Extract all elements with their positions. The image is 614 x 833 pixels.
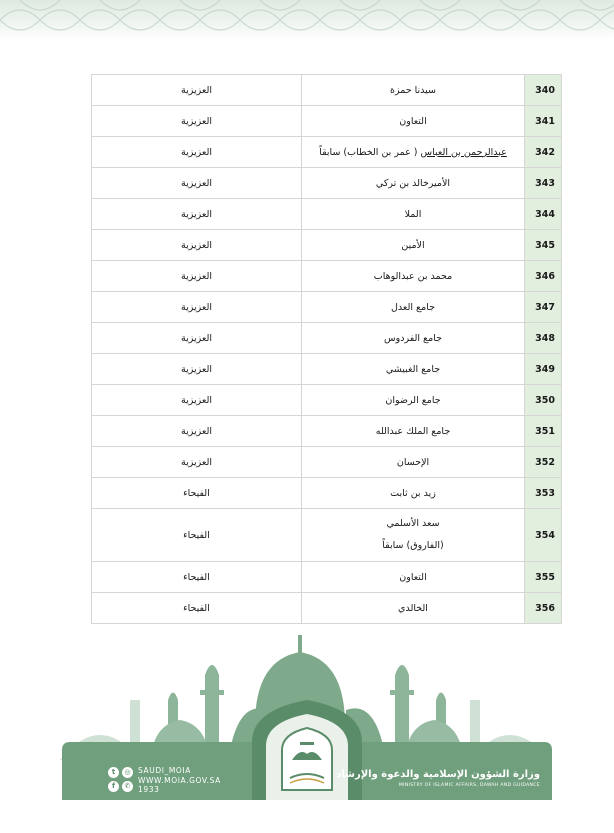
social-handle[interactable]: SAUDI_MOIA — [138, 766, 191, 775]
table-row — [92, 478, 562, 509]
district-name: الفيحاء — [92, 562, 302, 593]
table-row — [92, 261, 562, 292]
district-name: العزيزية — [92, 75, 302, 106]
mosque-name: جامع العدل — [302, 292, 525, 323]
district-name: العزيزية — [92, 385, 302, 416]
row-number: 356 — [525, 593, 562, 624]
ministry-name-english: MINISTRY OF ISLAMIC AFFAIRS, DAWAH AND GUIDANCE — [398, 783, 540, 788]
row-number: 341 — [525, 106, 562, 137]
social-icons — [108, 767, 134, 793]
row-number: 346 — [525, 261, 562, 292]
district-name: العزيزية — [92, 447, 302, 478]
mosque-name: سيدنا حمزة — [302, 75, 525, 106]
mosque-name: الأميرخالد بن تركي — [302, 168, 525, 199]
mosque-name — [302, 137, 525, 168]
district-name: العزيزية — [92, 230, 302, 261]
row-number: 348 — [525, 323, 562, 354]
mosque-name: جامع الفردوس — [302, 323, 525, 354]
table-row — [92, 230, 562, 261]
row-number: 343 — [525, 168, 562, 199]
row-number: 353 — [525, 478, 562, 509]
row-number: 347 — [525, 292, 562, 323]
district-name: الفيحاء — [92, 478, 302, 509]
row-number: 340 — [525, 75, 562, 106]
mosque-name: الخالدي — [302, 593, 525, 624]
district-name: العزيزية — [92, 292, 302, 323]
mosque-name: الأمين — [302, 230, 525, 261]
mosque-name-line1: سعد الأسلمي — [386, 518, 440, 529]
row-number: 355 — [525, 562, 562, 593]
mosque-name: الملا — [302, 199, 525, 230]
facebook-icon[interactable]: f — [108, 781, 119, 792]
district-name: العزيزية — [92, 416, 302, 447]
district-name: العزيزية — [92, 168, 302, 199]
table-row — [92, 292, 562, 323]
mosque-name: جامع الملك عبدالله — [302, 416, 525, 447]
instagram-icon[interactable]: ◎ — [122, 767, 133, 778]
table-row — [92, 385, 562, 416]
mosque-name: التعاون — [302, 106, 525, 137]
twitter-icon[interactable]: t — [108, 767, 119, 778]
district-name: العزيزية — [92, 261, 302, 292]
table-row — [92, 354, 562, 385]
district-name: الفيحاء — [92, 509, 302, 562]
row-number: 354 — [525, 509, 562, 562]
mosque-name: التعاون — [302, 562, 525, 593]
mosque-name-line2: (الفاروق) سابقاً — [382, 540, 444, 551]
row-number: 350 — [525, 385, 562, 416]
mosque-name: زيد بن ثابت — [302, 478, 525, 509]
district-name: العزيزية — [92, 137, 302, 168]
table-row — [92, 199, 562, 230]
row-number: 345 — [525, 230, 562, 261]
district-name: العزيزية — [92, 199, 302, 230]
row-number: 342 — [525, 137, 562, 168]
mosque-name: الإحسان — [302, 447, 525, 478]
table-row — [92, 509, 562, 562]
table-row — [92, 593, 562, 624]
row-number: 344 — [525, 199, 562, 230]
mosque-name-former: ( عمر بن الخطاب) سابقاً — [319, 146, 421, 158]
table-row — [92, 106, 562, 137]
mosque-name: جامع الرضوان — [302, 385, 525, 416]
mosque-name — [302, 509, 525, 562]
row-number: 349 — [525, 354, 562, 385]
mosque-name: محمد بن عبدالوهاب — [302, 261, 525, 292]
ministry-name-block — [336, 768, 540, 790]
district-name: الفيحاء — [92, 593, 302, 624]
table-row — [92, 75, 562, 106]
district-name: العزيزية — [92, 323, 302, 354]
header-pattern-band — [0, 0, 614, 40]
table-row — [92, 562, 562, 593]
founded-year: 1933 — [138, 785, 160, 794]
row-number: 352 — [525, 447, 562, 478]
website-link[interactable]: WWW.MOIA.GOV.SA — [138, 775, 221, 785]
table-row — [92, 416, 562, 447]
row-number: 351 — [525, 416, 562, 447]
footer-mosque-illustration — [0, 630, 614, 833]
mosques-table — [91, 74, 562, 624]
table-row — [92, 447, 562, 478]
geometric-pattern — [0, 0, 614, 40]
mosque-name: جامع الغبيشي — [302, 354, 525, 385]
ministry-name-arabic: وزارة الشؤون الإسلامية والدعوة والإرشاد — [336, 769, 540, 780]
district-name: العزيزية — [92, 106, 302, 137]
phone-icon[interactable]: ✆ — [122, 781, 133, 792]
district-name: العزيزية — [92, 354, 302, 385]
table-row — [92, 168, 562, 199]
table-row — [92, 323, 562, 354]
mosque-name-current: عبدالرحمن بن العباس — [420, 146, 507, 158]
table-row — [92, 137, 562, 168]
